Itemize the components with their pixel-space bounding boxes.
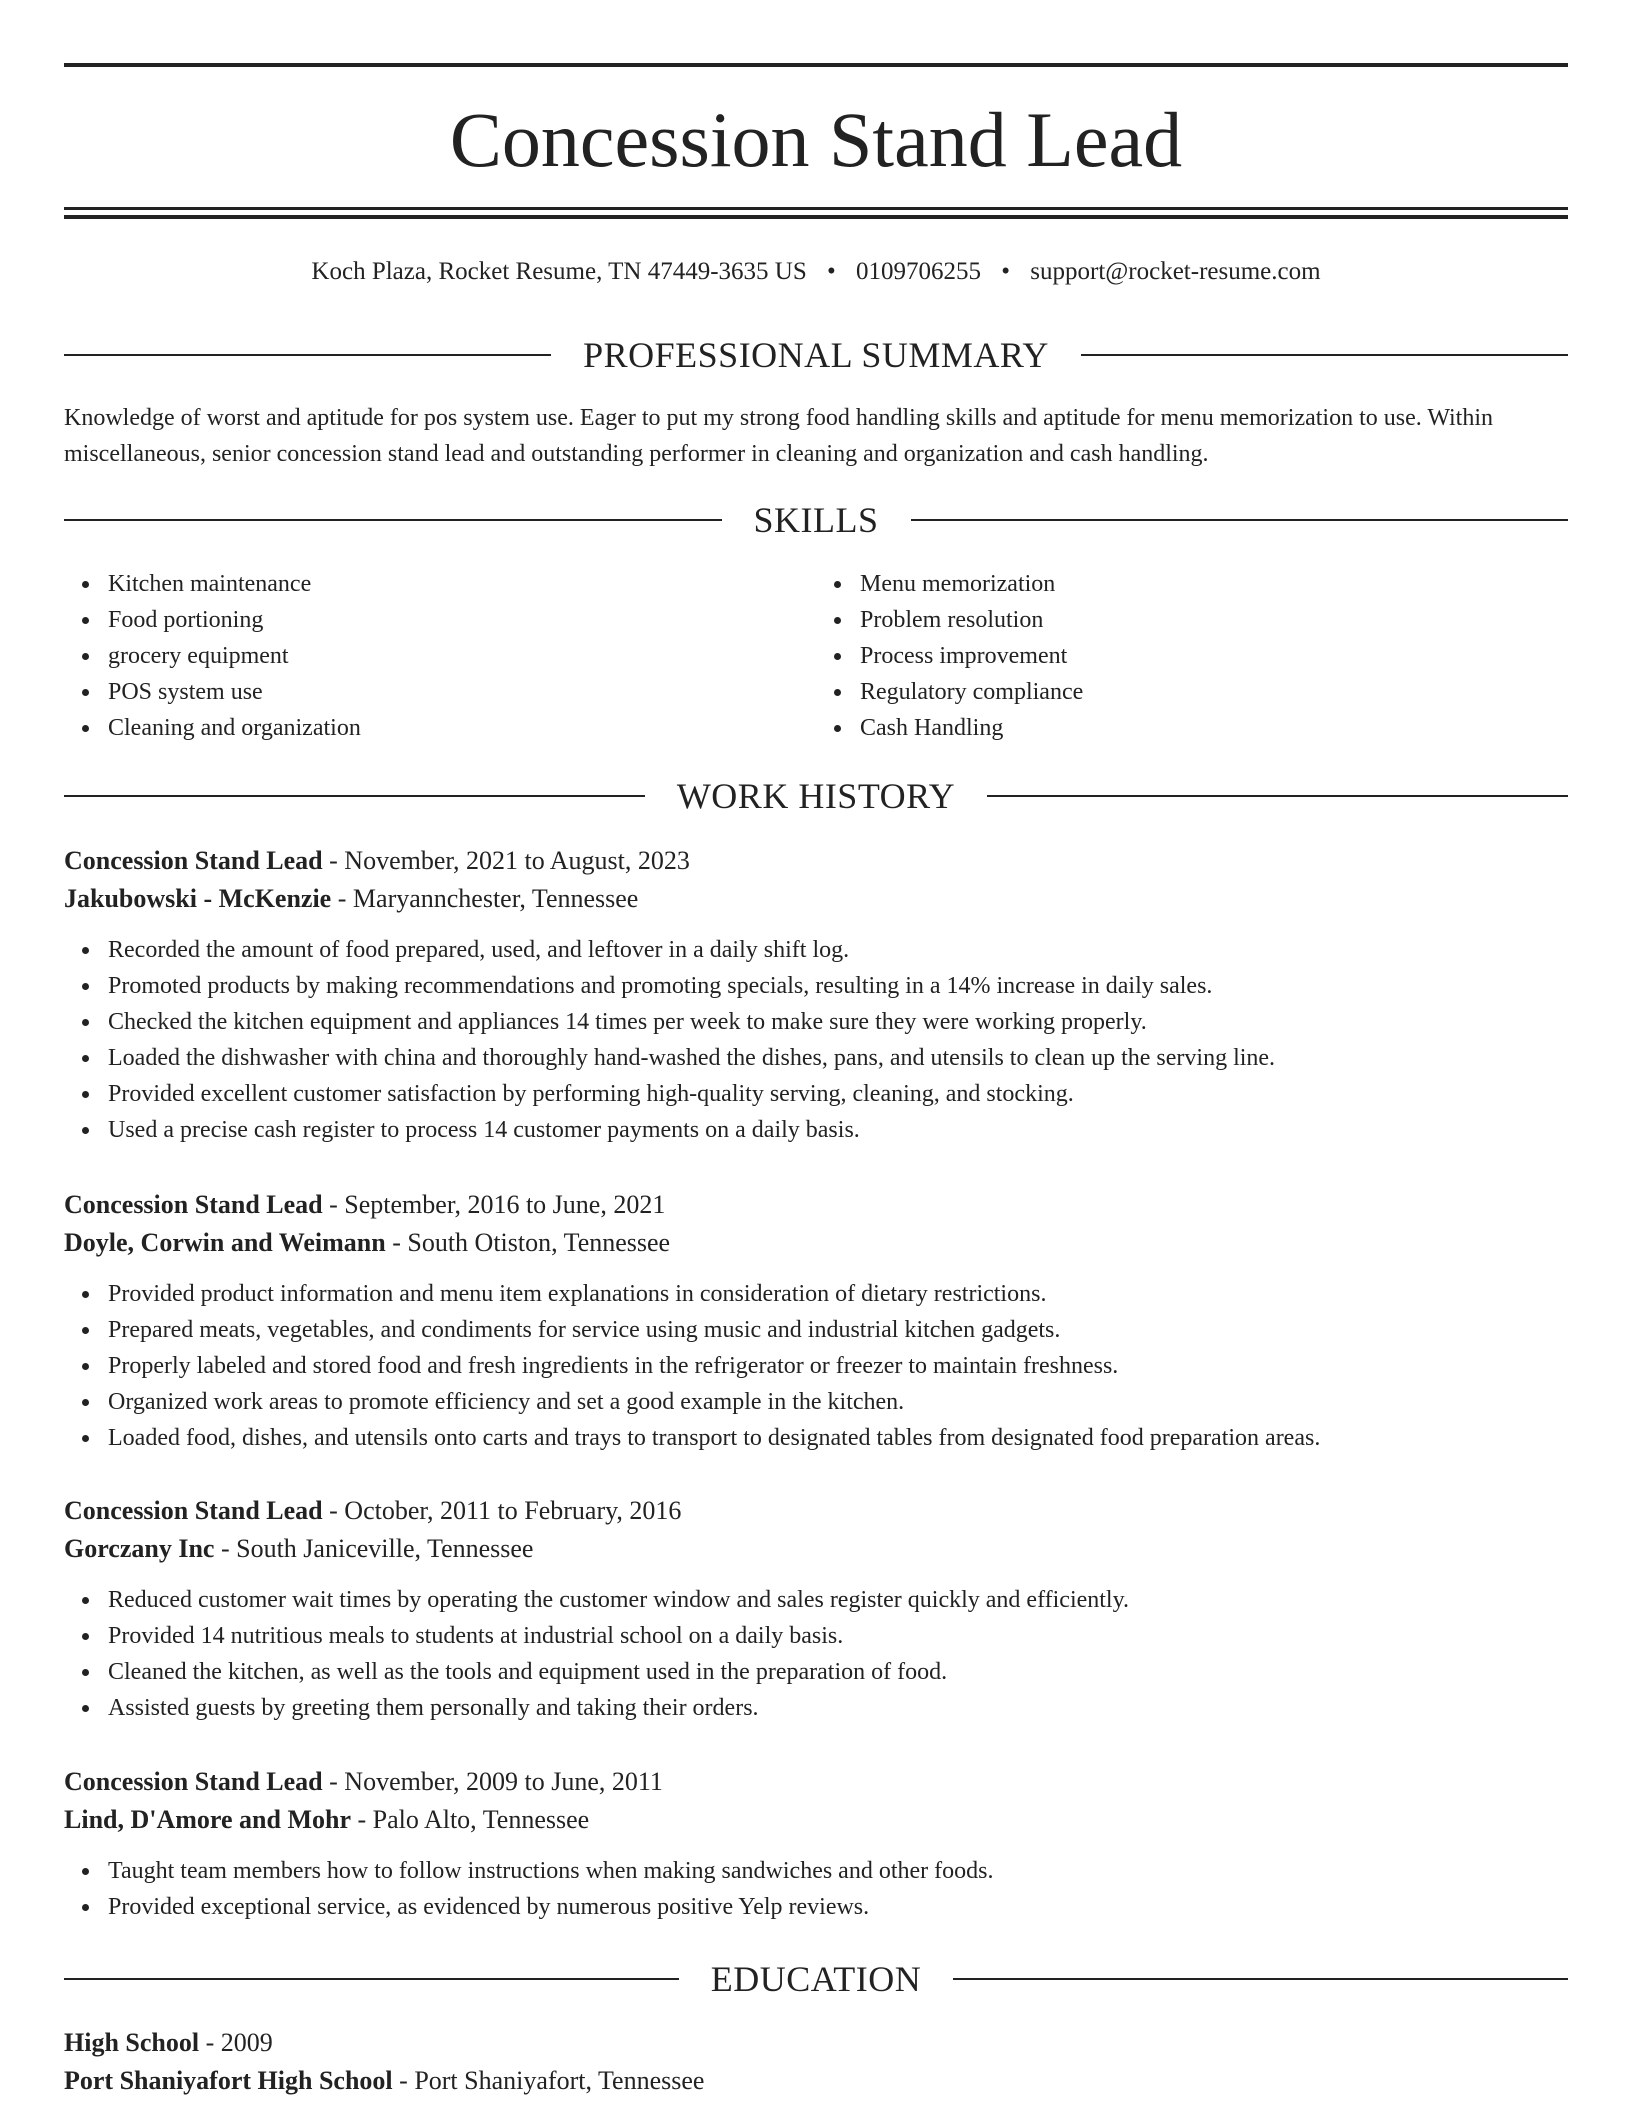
job-dates: November, 2009 to June, 2011	[344, 1767, 663, 1796]
job-company-line	[64, 1801, 1568, 1839]
skills-column-right	[816, 566, 1568, 746]
heading-rule-right	[1081, 354, 1568, 356]
contact-email: support@rocket-resume.com	[1030, 258, 1321, 285]
skills-heading	[64, 498, 1568, 542]
job-bullet: Recorded the amount of food prepared, used, and leftover in a daily shift log.	[108, 932, 1568, 968]
job-title-line	[64, 1492, 1568, 1530]
education-degree-line	[64, 2024, 1568, 2062]
job-bullets	[64, 1582, 1568, 1726]
separator: -	[392, 2066, 415, 2095]
heading-rule-left	[64, 354, 551, 356]
job-company: Jakubowski - McKenzie	[64, 884, 332, 913]
job-location: Maryannchester, Tennessee	[352, 884, 639, 913]
job-company: Gorczany Inc	[64, 1534, 215, 1563]
job-title: Concession Stand Lead	[64, 1496, 323, 1525]
contact-separator: •	[826, 258, 836, 285]
job-dates: October, 2011 to February, 2016	[344, 1496, 682, 1525]
job-bullet: Provided excellent customer satisfaction by performing high-quality serving, cleaning, and stocking.	[108, 1076, 1568, 1112]
education-heading-label: EDUCATION	[710, 1959, 922, 1999]
skill-item: Menu memorization	[860, 566, 1568, 602]
job-title: Concession Stand Lead	[64, 1190, 323, 1219]
separator: -	[351, 1805, 373, 1834]
job-bullet: Used a precise cash register to process 14 customer payments on a daily basis.	[108, 1112, 1568, 1148]
job-bullet: Reduced customer wait times by operating the customer window and sales register quickly and efficiently.	[108, 1582, 1568, 1618]
separator: -	[199, 2028, 221, 2057]
job-bullet: Loaded the dishwasher with china and thoroughly hand-washed the dishes, pans, and utensils to clean up the serving line.	[108, 1040, 1568, 1076]
skill-item: POS system use	[108, 674, 816, 710]
summary-text: Knowledge of worst and aptitude for pos system use. Eager to put my strong food handling skills and aptitude for menu memorization to use. Within miscellaneous, senior concession stand lead and outstanding performer in cleaning and organization and cash handling.	[64, 405, 1494, 467]
education-location: Port Shaniyafort, Tennessee	[414, 2066, 705, 2095]
heading-rule-right	[987, 795, 1568, 797]
job-bullet: Provided 14 nutritious meals to students at industrial school on a daily basis.	[108, 1618, 1568, 1654]
job-bullet: Assisted guests by greeting them personally and taking their orders.	[108, 1690, 1568, 1726]
education-heading	[64, 1957, 1568, 2001]
title-rule-lower	[64, 215, 1568, 219]
job-bullet: Properly labeled and stored food and fresh ingredients in the refrigerator or freezer to maintain freshness.	[108, 1348, 1568, 1384]
job-bullet: Checked the kitchen equipment and appliances 14 times per week to make sure they were working properly.	[108, 1004, 1568, 1040]
job-bullet: Prepared meats, vegetables, and condiments for service using music and industrial kitchen gadgets.	[108, 1312, 1568, 1348]
job-entry	[64, 1186, 1568, 1456]
education-degree: High School	[64, 2028, 200, 2057]
summary-heading	[64, 333, 1568, 377]
job-location: Palo Alto, Tennessee	[372, 1805, 590, 1834]
heading-rule-left	[64, 1978, 679, 1980]
skill-item: Kitchen maintenance	[108, 566, 816, 602]
separator: -	[331, 884, 353, 913]
heading-rule-left	[64, 795, 645, 797]
skill-item: Food portioning	[108, 602, 816, 638]
skill-item: grocery equipment	[108, 638, 816, 674]
skill-item: Regulatory compliance	[860, 674, 1568, 710]
job-bullet: Cleaned the kitchen, as well as the tools and equipment used in the preparation of food.	[108, 1654, 1568, 1690]
heading-rule-right	[911, 519, 1569, 521]
heading-rule-right	[953, 1978, 1568, 1980]
separator: -	[322, 1496, 345, 1525]
summary-heading-label: PROFESSIONAL SUMMARY	[583, 335, 1049, 375]
separator: -	[214, 1534, 237, 1563]
job-location: South Janiceville, Tennessee	[236, 1534, 534, 1563]
skill-item: Cleaning and organization	[108, 710, 816, 746]
contact-separator: •	[1001, 258, 1011, 285]
education-year: 2009	[220, 2028, 273, 2057]
skill-item: Cash Handling	[860, 710, 1568, 746]
title-rule-upper	[64, 207, 1568, 210]
skill-item: Problem resolution	[860, 602, 1568, 638]
job-entry	[64, 1763, 1568, 1925]
job-bullet: Provided product information and menu item explanations in consideration of dietary restrictions.	[108, 1276, 1568, 1312]
separator: -	[322, 1767, 345, 1796]
job-bullet: Provided exceptional service, as evidenced by numerous positive Yelp reviews.	[108, 1889, 1568, 1925]
job-bullet: Loaded food, dishes, and utensils onto carts and trays to transport to designated tables from designated food preparation areas.	[108, 1420, 1568, 1456]
work-history-heading-label: WORK HISTORY	[676, 776, 956, 816]
job-bullet: Taught team members how to follow instructions when making sandwiches and other foods.	[108, 1853, 1568, 1889]
education-entry	[64, 2024, 1568, 2100]
job-bullet: Promoted products by making recommendations and promoting specials, resulting in a 14% increase in daily sales.	[108, 968, 1568, 1004]
job-bullets	[64, 1276, 1568, 1456]
job-title-line	[64, 1763, 1568, 1801]
job-dates: November, 2021 to August, 2023	[344, 846, 690, 875]
skills-heading-label: SKILLS	[753, 500, 879, 540]
job-title-line	[64, 842, 1568, 880]
contact-line	[64, 254, 1568, 290]
heading-rule-left	[64, 519, 722, 521]
education-school-line	[64, 2062, 1568, 2100]
job-company: Doyle, Corwin and Weimann	[64, 1228, 386, 1257]
job-bullet: Organized work areas to promote efficiency and set a good example in the kitchen.	[108, 1384, 1568, 1420]
job-company: Lind, D'Amore and Mohr	[64, 1805, 351, 1834]
job-dates: September, 2016 to June, 2021	[344, 1190, 666, 1219]
contact-address: Koch Plaza, Rocket Resume, TN 47449-3635 US	[311, 258, 807, 285]
job-company-line	[64, 1530, 1568, 1568]
job-company-line	[64, 1224, 1568, 1262]
contact-phone: 0109706255	[856, 258, 981, 285]
job-title: Concession Stand Lead	[64, 846, 323, 875]
resume-title: Concession Stand Lead	[449, 96, 1183, 183]
job-entry	[64, 1492, 1568, 1726]
education-school: Port Shaniyafort High School	[64, 2066, 393, 2095]
job-title: Concession Stand Lead	[64, 1767, 323, 1796]
separator: -	[322, 846, 345, 875]
work-history-heading	[64, 774, 1568, 818]
job-company-line	[64, 880, 1568, 918]
separator: -	[385, 1228, 408, 1257]
job-bullets	[64, 932, 1568, 1148]
job-entry	[64, 842, 1568, 1148]
skill-item: Process improvement	[860, 638, 1568, 674]
job-bullets	[64, 1853, 1568, 1925]
top-rule	[64, 63, 1568, 67]
job-title-line	[64, 1186, 1568, 1224]
job-location: South Otiston, Tennessee	[407, 1228, 671, 1257]
skills-list	[64, 566, 1568, 746]
separator: -	[322, 1190, 345, 1219]
skills-column-left	[64, 566, 816, 746]
